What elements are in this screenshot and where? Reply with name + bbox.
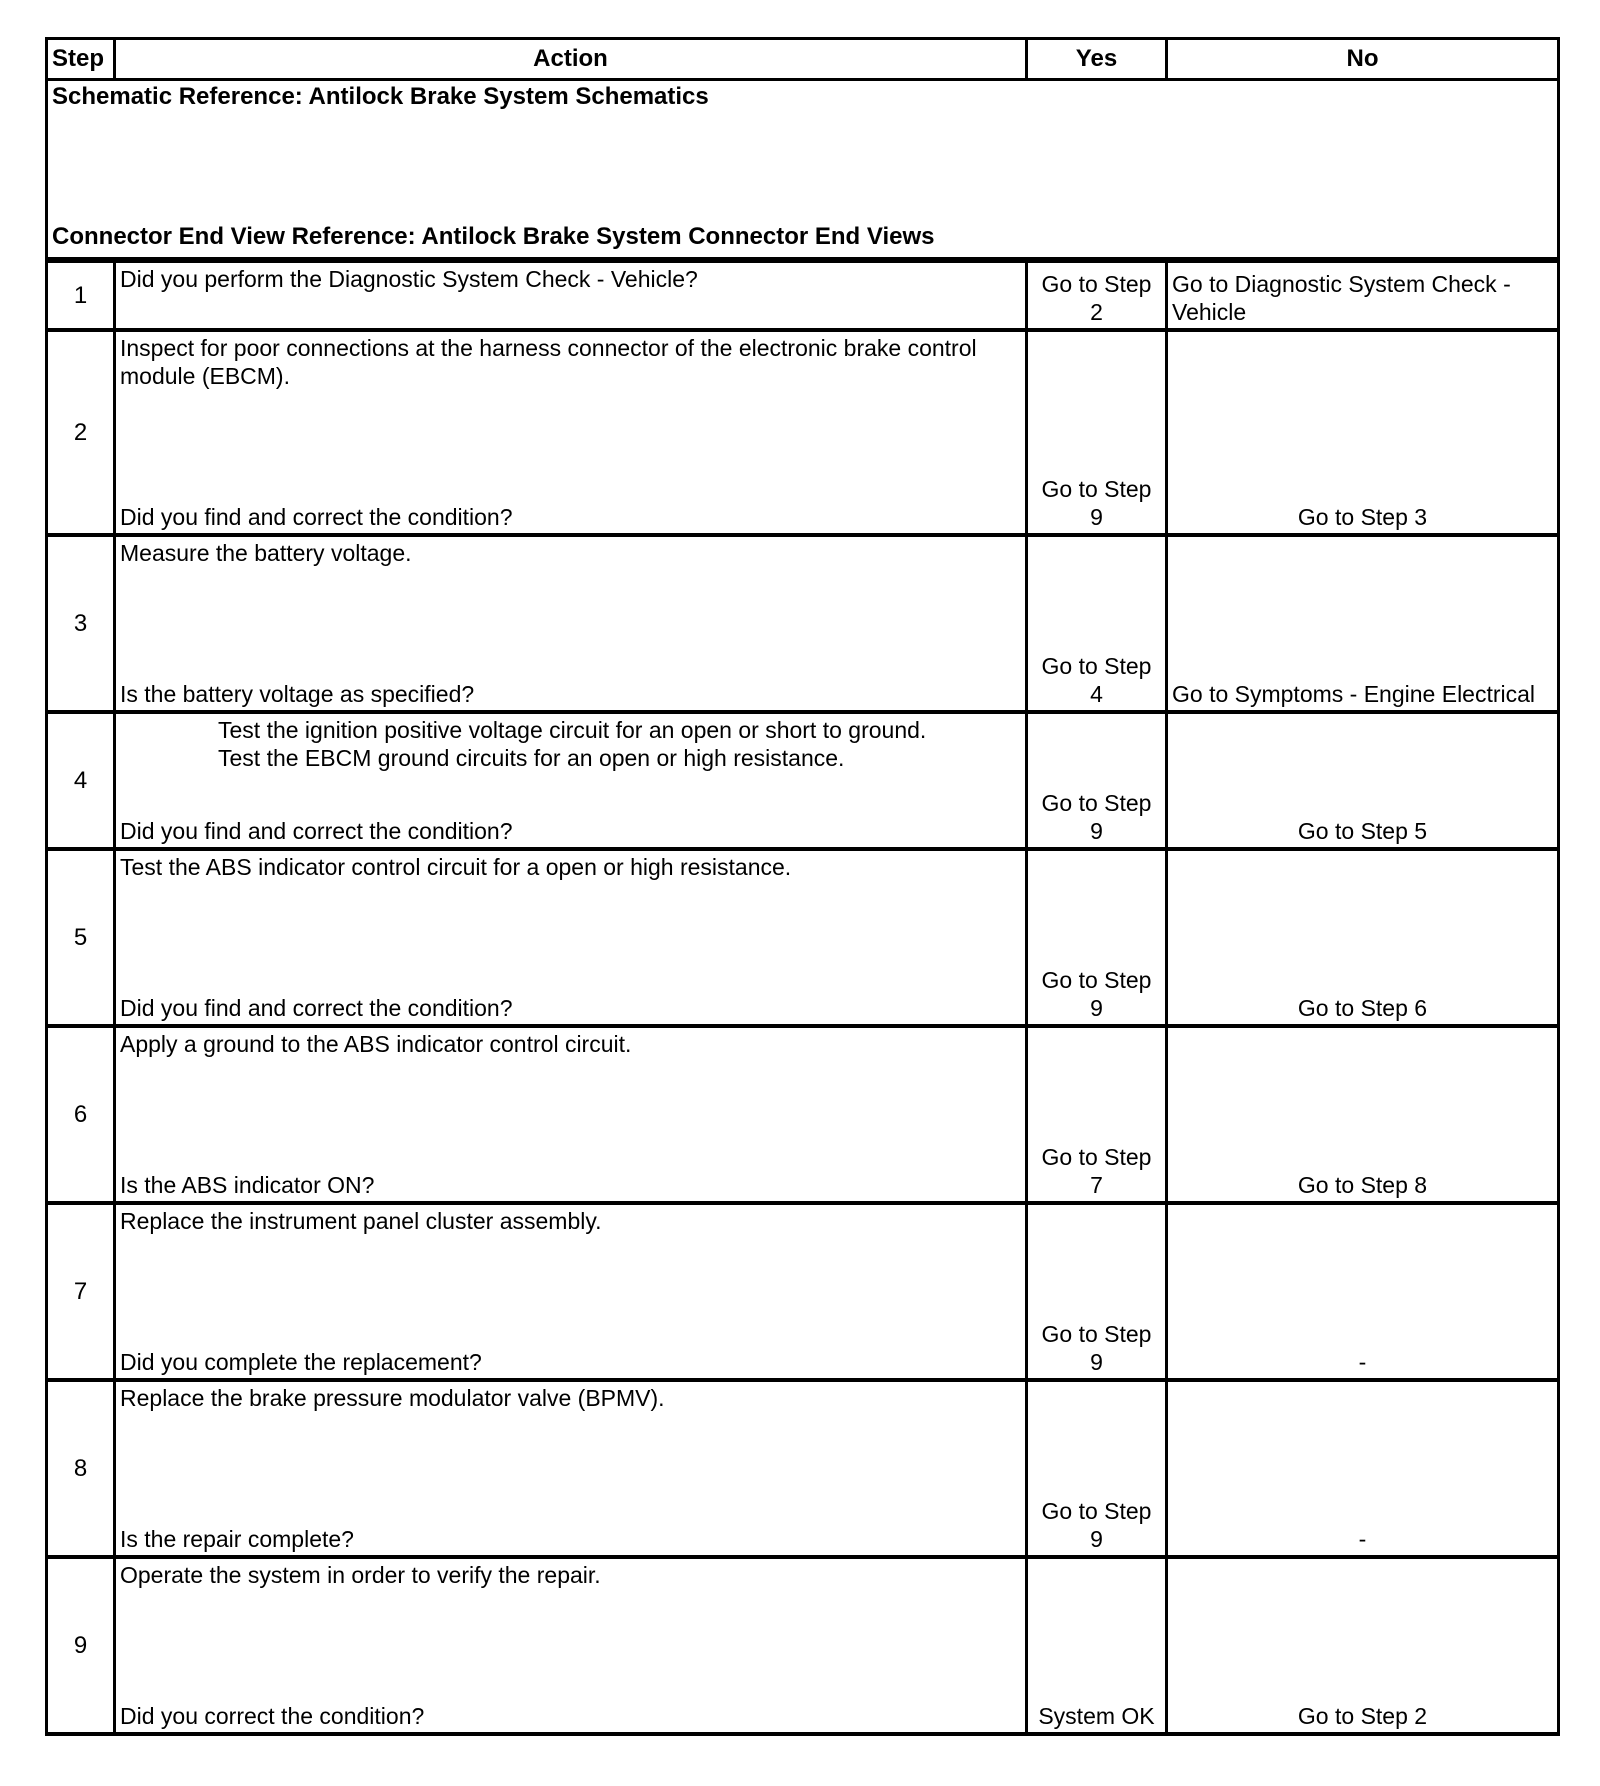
yes-result: Go to Step 9 — [1027, 1203, 1167, 1380]
header-yes: Yes — [1027, 39, 1167, 80]
yes-result: Go to Step 4 — [1027, 535, 1167, 712]
no-result: - — [1167, 1203, 1559, 1380]
action-question: Did you correct the condition? — [120, 1703, 425, 1729]
no-result: Go to Symptoms - Engine Electrical — [1167, 535, 1559, 712]
yes-result: Go to Step 7 — [1027, 1026, 1167, 1203]
action-text: Measure the battery voltage. — [120, 540, 412, 566]
header-action: Action — [115, 39, 1027, 80]
step-number: 8 — [47, 1380, 115, 1557]
action-text: Inspect for poor connections at the harness connector of the electronic brake control module (EBCM). — [120, 335, 977, 389]
table-row — [47, 1380, 1559, 1557]
action-text: Apply a ground to the ABS indicator control circuit. — [120, 1031, 632, 1057]
action-text: Test the ABS indicator control circuit for a open or high resistance. — [120, 854, 792, 880]
step-number: 5 — [47, 849, 115, 1026]
schematic-reference: Schematic Reference: Antilock Brake System Schematics — [52, 83, 709, 110]
reference-row — [47, 80, 1559, 261]
no-result: Go to Step 5 — [1167, 712, 1559, 849]
step-number: 3 — [47, 535, 115, 712]
connector-reference: Connector End View Reference: Antilock Brake System Connector End Views — [52, 223, 935, 250]
step-number: 9 — [47, 1557, 115, 1734]
action-question: Is the battery voltage as specified? — [120, 681, 475, 707]
action-cell — [115, 1380, 1027, 1557]
no-result: Go to Step 3 — [1167, 330, 1559, 535]
step-number: 6 — [47, 1026, 115, 1203]
action-text: Did you perform the Diagnostic System Check - Vehicle? — [120, 266, 698, 292]
action-text: Test the ignition positive voltage circuit for an open or short to ground. Test the EBCM ground circuits for an open or high resistance. — [218, 717, 927, 771]
yes-result: Go to Step 9 — [1027, 712, 1167, 849]
action-cell — [115, 849, 1027, 1026]
action-cell — [115, 535, 1027, 712]
table-row — [47, 849, 1559, 1026]
action-cell — [115, 1557, 1027, 1734]
action-cell — [115, 260, 1027, 330]
table-row — [47, 712, 1559, 849]
no-result: Go to Diagnostic System Check - Vehicle — [1167, 260, 1559, 330]
action-cell — [115, 1026, 1027, 1203]
header-no: No — [1167, 39, 1559, 80]
action-question: Did you find and correct the condition? — [120, 818, 513, 844]
action-cell — [115, 1203, 1027, 1380]
action-cell — [115, 712, 1027, 849]
yes-result: Go to Step 9 — [1027, 849, 1167, 1026]
no-result: - — [1167, 1380, 1559, 1557]
action-question: Did you find and correct the condition? — [120, 995, 513, 1021]
table-row — [47, 260, 1559, 330]
step-number: 7 — [47, 1203, 115, 1380]
table-row — [47, 1557, 1559, 1734]
table-row — [47, 330, 1559, 535]
yes-result: System OK — [1027, 1557, 1167, 1734]
no-result: Go to Step 8 — [1167, 1026, 1559, 1203]
header-row — [47, 39, 1559, 80]
no-result: Go to Step 2 — [1167, 1557, 1559, 1734]
step-number: 2 — [47, 330, 115, 535]
action-text: Operate the system in order to verify the repair. — [120, 1562, 601, 1588]
action-question: Did you find and correct the condition? — [120, 504, 513, 530]
action-question: Is the repair complete? — [120, 1526, 354, 1552]
header-step: Step — [47, 39, 115, 80]
action-cell — [115, 330, 1027, 535]
action-text: Replace the brake pressure modulator valve (BPMV). — [120, 1385, 665, 1411]
table-row — [47, 1026, 1559, 1203]
no-result: Go to Step 6 — [1167, 849, 1559, 1026]
reference-cell — [47, 80, 1559, 261]
yes-result: Go to Step 9 — [1027, 1380, 1167, 1557]
yes-result: Go to Step 9 — [1027, 330, 1167, 535]
yes-result: Go to Step 2 — [1027, 260, 1167, 330]
diagnostic-table — [45, 37, 1560, 1736]
step-number: 4 — [47, 712, 115, 849]
step-number: 1 — [47, 260, 115, 330]
action-question: Is the ABS indicator ON? — [120, 1172, 375, 1198]
action-question: Did you complete the replacement? — [120, 1349, 482, 1375]
action-text: Replace the instrument panel cluster assembly. — [120, 1208, 602, 1234]
table-row — [47, 535, 1559, 712]
table-row — [47, 1203, 1559, 1380]
